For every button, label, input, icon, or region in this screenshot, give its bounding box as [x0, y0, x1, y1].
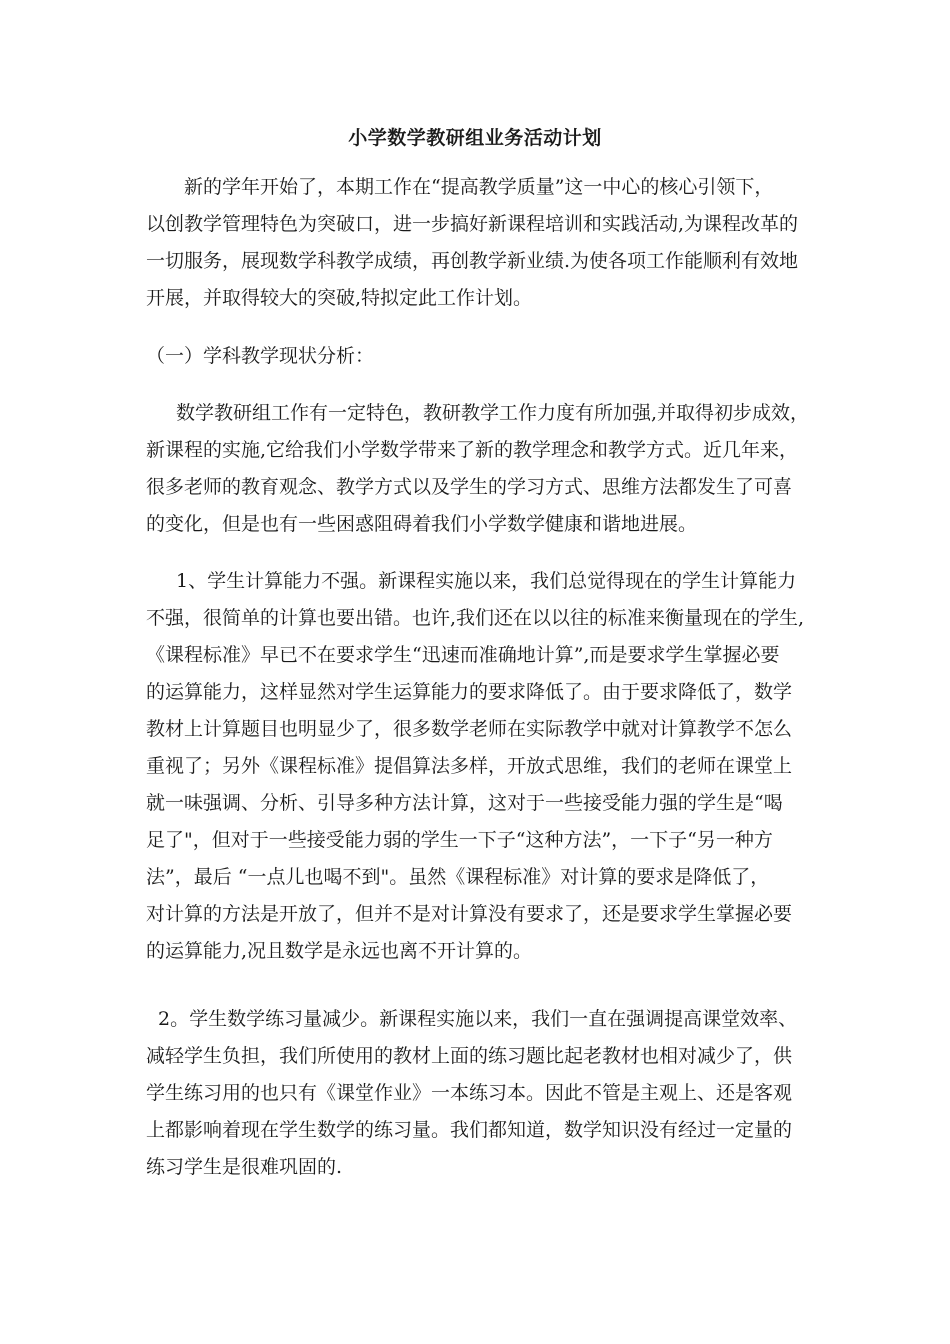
analysis-line: 新课程的实施,它给我们小学数学带来了新的教学理念和教学方式。近几年来， — [146, 439, 799, 461]
document-title: 小学数学教研组业务活动计划 — [348, 127, 602, 149]
intro-line: 一切服务，展现数学科教学成绩，再创教学新业绩.为使各项工作能顺利有效地 — [146, 250, 799, 272]
point-1-line: 《课程标准》早已不在要求学生“迅速而准确地计算”,而是要求学生掌握必要 — [146, 644, 780, 666]
point-1-line: 对计算的方法是开放了，但并不是对计算没有要求了，还是要求学生掌握必要 — [146, 903, 793, 925]
intro-line: 新的学年开始了，本期工作在“提高教学质量”这一中心的核心引领下， — [184, 176, 774, 198]
section-heading-text: （一）学科教学现状分析： — [146, 345, 375, 367]
point-2-paragraph — [146, 1001, 811, 1186]
point-2-line: 练习学生是很难巩固的. — [146, 1156, 343, 1178]
point-2-line: 上都影响着现在学生数学的练习量。我们都知道，数学知识没有经过一定量的 — [146, 1119, 793, 1141]
point-1-line: 1、学生计算能力不强。新课程实施以来，我们总觉得现在的学生计算能力 — [176, 570, 797, 592]
point-1-line: 重视了；另外《课程标准》提倡算法多样，开放式思维，我们的老师在课堂上 — [146, 755, 793, 777]
point-1-line: 教材上计算题目也明显少了，很多数学老师在实际教学中就对计算教学不怎么 — [146, 718, 793, 740]
point-1-line: 就一味强调、分析、引导多种方法计算，这对于一些接受能力强的学生是“喝 — [146, 792, 783, 814]
section-heading — [146, 338, 811, 375]
point-2-line: 学生练习用的也只有《课堂作业》一本练习本。因此不管是主观上、还是客观 — [146, 1082, 793, 1104]
intro-line: 以创教学管理特色为突破口，进一步搞好新课程培训和实践活动,为课程改革的 — [146, 213, 799, 235]
point-1-line: 的运算能力，这样显然对学生运算能力的要求降低了。由于要求降低了，数学 — [146, 681, 793, 703]
point-1-line: 不强，很简单的计算也要出错。也许,我们还在以以往的标准来衡量现在的学生, — [146, 607, 805, 629]
point-2-line: 2。学生数学练习量减少。新课程实施以来，我们一直在强调提高课堂效率、 — [158, 1008, 798, 1030]
analysis-paragraph — [146, 395, 811, 543]
point-1-paragraph — [146, 563, 811, 970]
point-1-line: 的运算能力,况且数学是永远也离不开计算的。 — [146, 940, 533, 962]
intro-line: 开展，并取得较大的突破,特拟定此工作计划。 — [146, 287, 533, 309]
point-2-line: 减轻学生负担，我们所使用的教材上面的练习题比起老教材也相对减少了，供 — [146, 1045, 793, 1067]
point-1-line: 法”，最后 “一点儿也喝不到"。虽然《课程标准》对计算的要求是降低了， — [146, 866, 770, 888]
analysis-line: 数学教研组工作有一定特色，教研教学工作力度有所加强,并取得初步成效， — [176, 402, 810, 424]
analysis-line: 很多老师的教育观念、教学方式以及学生的学习方式、思维方法都发生了可喜 — [146, 476, 793, 498]
analysis-line: 的变化，但是也有一些困惑阻碍着我们小学数学健康和谐地进展。 — [146, 513, 698, 535]
intro-paragraph — [146, 169, 811, 317]
point-1-line: 足了"，但对于一些接受能力弱的学生一下子“这种方法”，一下子“另一种方 — [146, 829, 773, 851]
